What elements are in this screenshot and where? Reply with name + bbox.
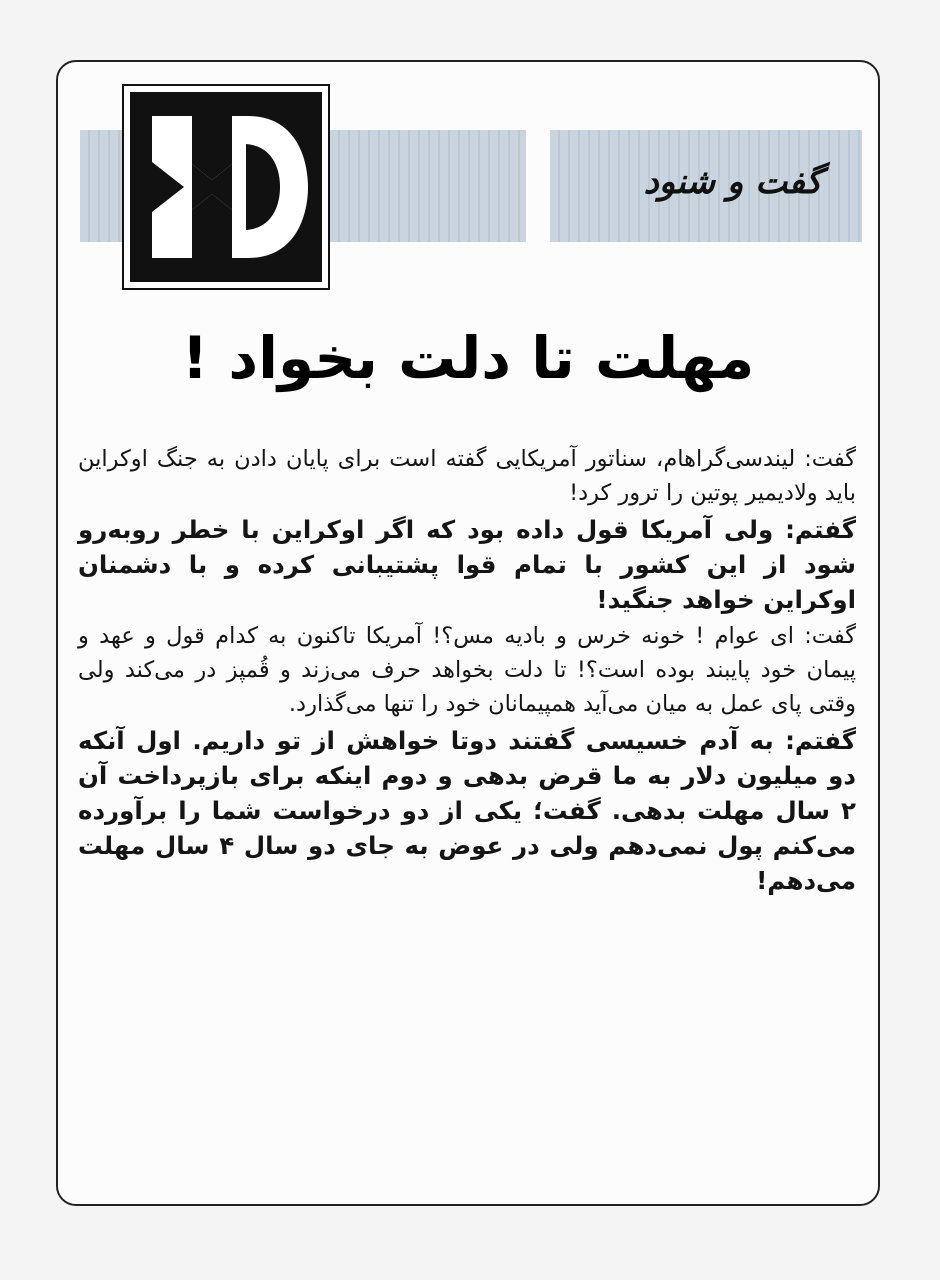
article-body [78,442,856,898]
logo-glyph-icon [130,92,322,282]
column-logo [122,84,330,290]
paragraph-3: گفت: ای عوام ! خونه خرس و بادیه مس؟! آمریکا تاکنون به کدام قول و عهد و پیمان خود پایبند بوده است؟! تا دلت بخواهد حرف می‌زند و قُمپز در می‌کند ولی وقتی پای عمل به میان می‌آید همپیمانان خود را تنها می‌گذارد. [78,623,856,717]
section-title: گفت و شنود [643,162,822,202]
paragraph-2: گفتم: ولی آمریکا قول داده بود که اگر اوکراین با خطر روبه‌رو شود از این کشور با تمام قوا پشتیبانی کرده و با دشمنان اوکراین خواهد جنگید! [78,515,856,614]
paragraph-4: گفتم: به آدم خسیسی گفتند دوتا خواهش از تو داریم. اول آنکه دو میلیون دلار به ما قرض بدهی و دوم اینکه برای بازپرداخت آن ۲ سال مهلت بدهی. گفت؛ یکی از دو درخواست شما را برآورده می‌کنم پول نمی‌دهم ولی در عوض به جای دو سال ۴ سال مهلت می‌دهم! [78,726,856,895]
paragraph-1: گفت: لیندسی‌گراهام، سناتور آمریکایی گفته است برای پایان دادن به جنگ اوکراین باید ولادیمیر پوتین را ترور کرد! [78,446,856,506]
headline: مهلت تا دلت بخواد ! [181,324,755,392]
logo-mark [130,92,322,282]
banner-stripe-middle [330,130,526,242]
column-frame [56,60,880,1206]
